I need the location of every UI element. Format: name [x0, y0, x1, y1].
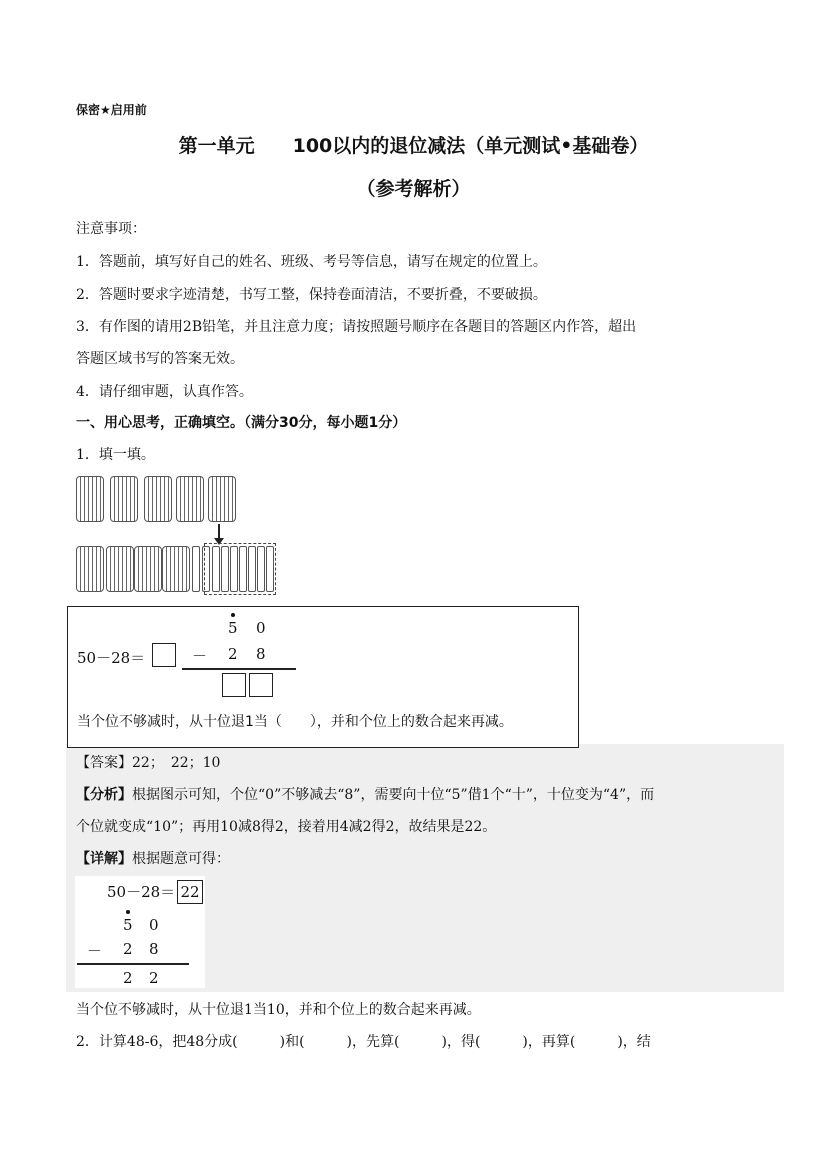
question-1-prompt: 1．填一填。	[76, 447, 155, 463]
bundle-icon	[208, 476, 236, 522]
bundle-icon	[76, 546, 104, 592]
note-item-3-cont: 答题区域书写的答案无效。	[76, 351, 244, 367]
conclusion: 当个位不够减时，从十位退1当10，并和个位上的数合起来再减。	[76, 1002, 481, 1018]
question-1-box	[67, 606, 579, 748]
bundle-icon	[76, 476, 104, 522]
answer-square-ones[interactable]	[249, 673, 273, 697]
vertical-top-ones: 0	[256, 619, 266, 637]
confidential-label: 保密★启用前	[76, 103, 147, 117]
stick-bundles-figure	[74, 476, 284, 598]
bundle-icon	[176, 476, 204, 522]
stick-icon	[239, 546, 247, 592]
detail-line	[76, 848, 230, 868]
analysis-line-2: 个位就变成“10”；再用10减8得2，接着用4减2得2，故结果是22。	[76, 819, 497, 835]
answer-line: 【答案】22； 22；10	[76, 755, 221, 771]
question-2: 2．计算48-6，把48分成( )和( )，先算( )，得( )，再算( )，结	[76, 1034, 651, 1050]
question-1-statement: 当个位不够减时，从十位退1当（ ），并和个位上的数合起来再减。	[77, 714, 513, 730]
analysis-line-1	[76, 784, 654, 804]
detail-rule	[77, 963, 189, 965]
analysis-text: 根据图示可知，个位“0”不够减去“8”，需要向十位“5”借1个“十”，十位变为“4”，而	[132, 787, 655, 803]
bundle-icon	[134, 546, 162, 592]
detail-bottom-tens: 2	[123, 940, 133, 958]
answer-square[interactable]	[152, 643, 176, 667]
section-heading: 一、用心思考，正确填空。（满分30分，每小题1分）	[76, 415, 407, 431]
bundle-icon	[144, 476, 172, 522]
borrow-dot	[231, 613, 235, 617]
vertical-top-tens: 5	[228, 619, 238, 637]
detail-res-ones: 2	[149, 969, 159, 987]
detail-res-tens: 2	[123, 969, 133, 987]
detail-equation: 50－28＝	[107, 883, 176, 901]
bundle-icon	[110, 476, 138, 522]
stick-icon	[221, 546, 229, 592]
detail-minus: －	[87, 942, 103, 960]
notes-heading: 注意事项：	[76, 221, 146, 237]
page-subtitle: （参考解析）	[356, 178, 471, 200]
stick-icon	[248, 546, 256, 592]
stick-icon	[257, 546, 265, 592]
page-title: 第一单元 100以内的退位减法（单元测试•基础卷）	[178, 135, 649, 157]
note-item-3: 3．有作图的请用2B铅笔，并且注意力度；请按照题号顺序在各题目的答题区内作答，超出	[76, 319, 637, 335]
equation: 50－28＝	[77, 649, 146, 667]
note-item-4: 4．请仔细审题，认真作答。	[76, 384, 253, 400]
note-item-1: 1．答题前，填写好自己的姓名、班级、考号等信息，请写在规定的位置上。	[76, 254, 547, 270]
borrow-dot	[126, 910, 130, 914]
detail-bottom-ones: 8	[149, 940, 159, 958]
detail-text: 根据题意可得：	[132, 851, 230, 867]
detail-label: 【详解】	[76, 851, 132, 867]
detail-figure	[75, 876, 205, 988]
stick-icon	[192, 546, 200, 592]
stick-icon	[266, 546, 274, 592]
detail-top-ones: 0	[149, 916, 159, 934]
bundle-icon	[162, 546, 190, 592]
bundle-icon	[106, 546, 134, 592]
stick-icon	[212, 546, 220, 592]
vertical-bottom-ones: 8	[256, 645, 266, 663]
detail-result-box: 22	[177, 880, 203, 904]
vertical-minus: －	[192, 647, 208, 665]
note-item-2: 2．答题时要求字迹清楚，书写工整，保持卷面清洁，不要折叠，不要破损。	[76, 287, 547, 303]
answer-square-tens[interactable]	[222, 673, 246, 697]
analysis-label: 【分析】	[76, 787, 132, 803]
vertical-rule	[182, 668, 296, 670]
stick-icon	[230, 546, 238, 592]
detail-top-tens: 5	[123, 916, 133, 934]
vertical-bottom-tens: 2	[228, 645, 238, 663]
